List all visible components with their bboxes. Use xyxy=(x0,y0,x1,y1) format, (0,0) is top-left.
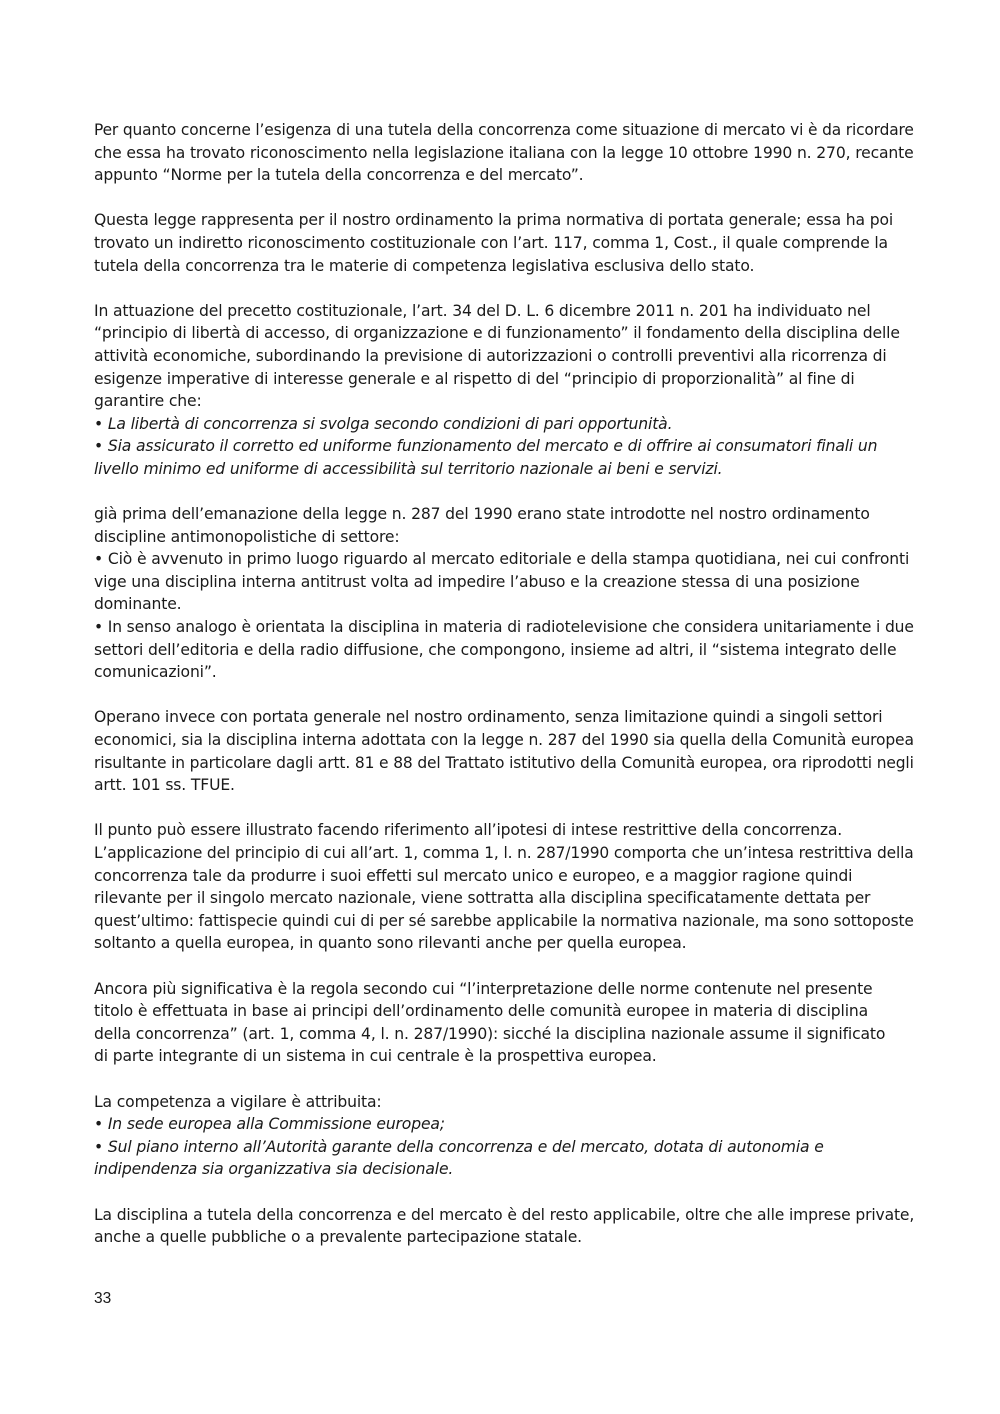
text-line: indipendenza sia organizzativa sia decisionale. xyxy=(94,1160,454,1179)
text-line: Operano invece con portata generale nel nostro ordinamento, senza limitazione quindi a singoli settori xyxy=(94,708,883,727)
bullet-item-line: • La libertà di concorrenza si svolga secondo condizioni di pari opportunità. xyxy=(94,414,673,433)
paragraph xyxy=(94,1204,914,1249)
text-line: artt. 101 ss. TFUE. xyxy=(94,776,235,795)
text-line: che essa ha trovato riconoscimento nella legislazione italiana con la legge 10 ottobre 1990 n. 270, recante xyxy=(94,143,914,162)
text-line: discipline antimonopolistiche di settore: xyxy=(94,527,400,546)
text-line: trovato un indiretto riconoscimento costituzionale con l’art. 117, comma 1, Cost., il quale comprende la xyxy=(94,233,888,252)
paragraph xyxy=(94,300,914,481)
bullet-item-line: • Sul piano interno all’Autorità garante della concorrenza e del mercato, dotata di autonomia e xyxy=(94,1137,824,1156)
text-line: L’applicazione del principio di cui all’art. 1, comma 1, l. n. 287/1990 comporta che un’intesa restrittiva della xyxy=(94,844,914,862)
text-line: rilevante per il singolo mercato nazionale, viene sottratta alla disciplina specificatamente dettata per xyxy=(94,889,871,908)
text-line: economici, sia la disciplina interna adottata con la legge n. 287 del 1990 sia quella della Comunità europea xyxy=(94,731,914,750)
text-line: della concorrenza” (art. 1, comma 4, l. n. 287/1990): sicché la disciplina nazionale assume il significato xyxy=(94,1024,886,1043)
text-line: quest’ultimo: fattispecie quindi cui di per sé sarebbe applicabile la normativa nazionale, ma sono sottoposte xyxy=(94,911,914,930)
text-line: tutela della concorrenza tra le materie di competenza legislativa esclusiva dello stato. xyxy=(94,256,755,275)
text-line: Il punto può essere illustrato facendo riferimento all’ipotesi di intese restrittive della concorrenza. xyxy=(94,821,843,840)
text-line: La disciplina a tutela della concorrenza e del mercato è del resto applicabile, oltre che alle imprese private, xyxy=(94,1205,915,1224)
text-line: Questa legge rappresenta per il nostro ordinamento la prima normativa di portata generale; essa ha poi xyxy=(94,211,894,230)
text-line: concorrenza tale da produrre i suoi effetti sul mercato unico e europeo, e a maggior ragione quindi xyxy=(94,866,853,885)
paragraph xyxy=(94,706,914,796)
text-line: soltanto a quella europea, in quanto sono rilevanti anche per quella europea. xyxy=(94,934,687,953)
text-line: appunto “Norme per la tutela della concorrenza e del mercato”. xyxy=(94,166,584,185)
text-line: livello minimo ed uniforme di accessibilità sul territorio nazionale ai beni e servizi. xyxy=(94,459,723,478)
text-line: risultante in particolare dagli artt. 81 e 88 del Trattato istitutivo della Comunità europea, ora riprodotti negli xyxy=(94,753,914,772)
paragraph xyxy=(94,119,914,187)
text-line: titolo è effettuata in base ai principi dell’ordinamento delle comunità europee in materia di disciplina xyxy=(94,1002,869,1021)
text-line: Ancora più significativa è la regola secondo cui “l’interpretazione delle norme contenute nel presente xyxy=(94,979,873,998)
bullet-item-line: • Sia assicurato il corretto ed uniforme funzionamento del mercato e di offrire ai consumatori finali un xyxy=(94,437,878,456)
text-line: anche a quelle pubbliche o a prevalente partecipazione statale. xyxy=(94,1228,582,1247)
bullet-item-line: • Ciò è avvenuto in primo luogo riguardo al mercato editoriale e della stampa quotidiana, nei cui confronti xyxy=(94,550,910,569)
text-line: vige una disciplina interna antitrust volta ad impedire l’abuso e la creazione stessa di una posizione xyxy=(94,572,860,591)
paragraph xyxy=(94,209,914,277)
text-line: garantire che: xyxy=(94,392,202,411)
page-number: 33 xyxy=(94,1290,112,1307)
text-line: comunicazioni”. xyxy=(94,663,217,682)
bullet-item-line: • In senso analogo è orientata la disciplina in materia di radiotelevisione che considera unitariamente i due xyxy=(94,618,914,637)
paragraph xyxy=(94,503,914,684)
text-line: di parte integrante di un sistema in cui centrale è la prospettiva europea. xyxy=(94,1047,657,1066)
page-body xyxy=(94,119,914,1271)
text-line: esigenze imperative di interesse generale e al rispetto di del “principio di proporzionalità” al fine di xyxy=(94,369,855,388)
paragraph xyxy=(94,978,914,1068)
paragraph xyxy=(94,819,914,955)
paragraph xyxy=(94,1091,914,1181)
text-line: attività economiche, subordinando la previsione di autorizzazioni o controlli preventivi alla ricorrenza di xyxy=(94,346,887,365)
text-line: Per quanto concerne l’esigenza di una tutela della concorrenza come situazione di mercato vi è da ricordare xyxy=(94,121,914,139)
text-line: dominante. xyxy=(94,595,182,614)
bullet-item-line: • In sede europea alla Commissione europea; xyxy=(94,1115,445,1134)
text-line: settori dell’editoria e della radio diffusione, che compongono, insieme ad altri, il “sistema integrato delle xyxy=(94,640,897,659)
text-line: già prima dell’emanazione della legge n. 287 del 1990 erano state introdotte nel nostro ordinamento xyxy=(94,505,870,524)
text-line: “principio di libertà di accesso, di organizzazione e di funzionamento” il fondamento della disciplina delle xyxy=(94,324,900,343)
text-line: In attuazione del precetto costituzionale, l’art. 34 del D. L. 6 dicembre 2011 n. 201 ha individuato nel xyxy=(94,301,871,320)
text-line: La competenza a vigilare è attribuita: xyxy=(94,1092,382,1111)
